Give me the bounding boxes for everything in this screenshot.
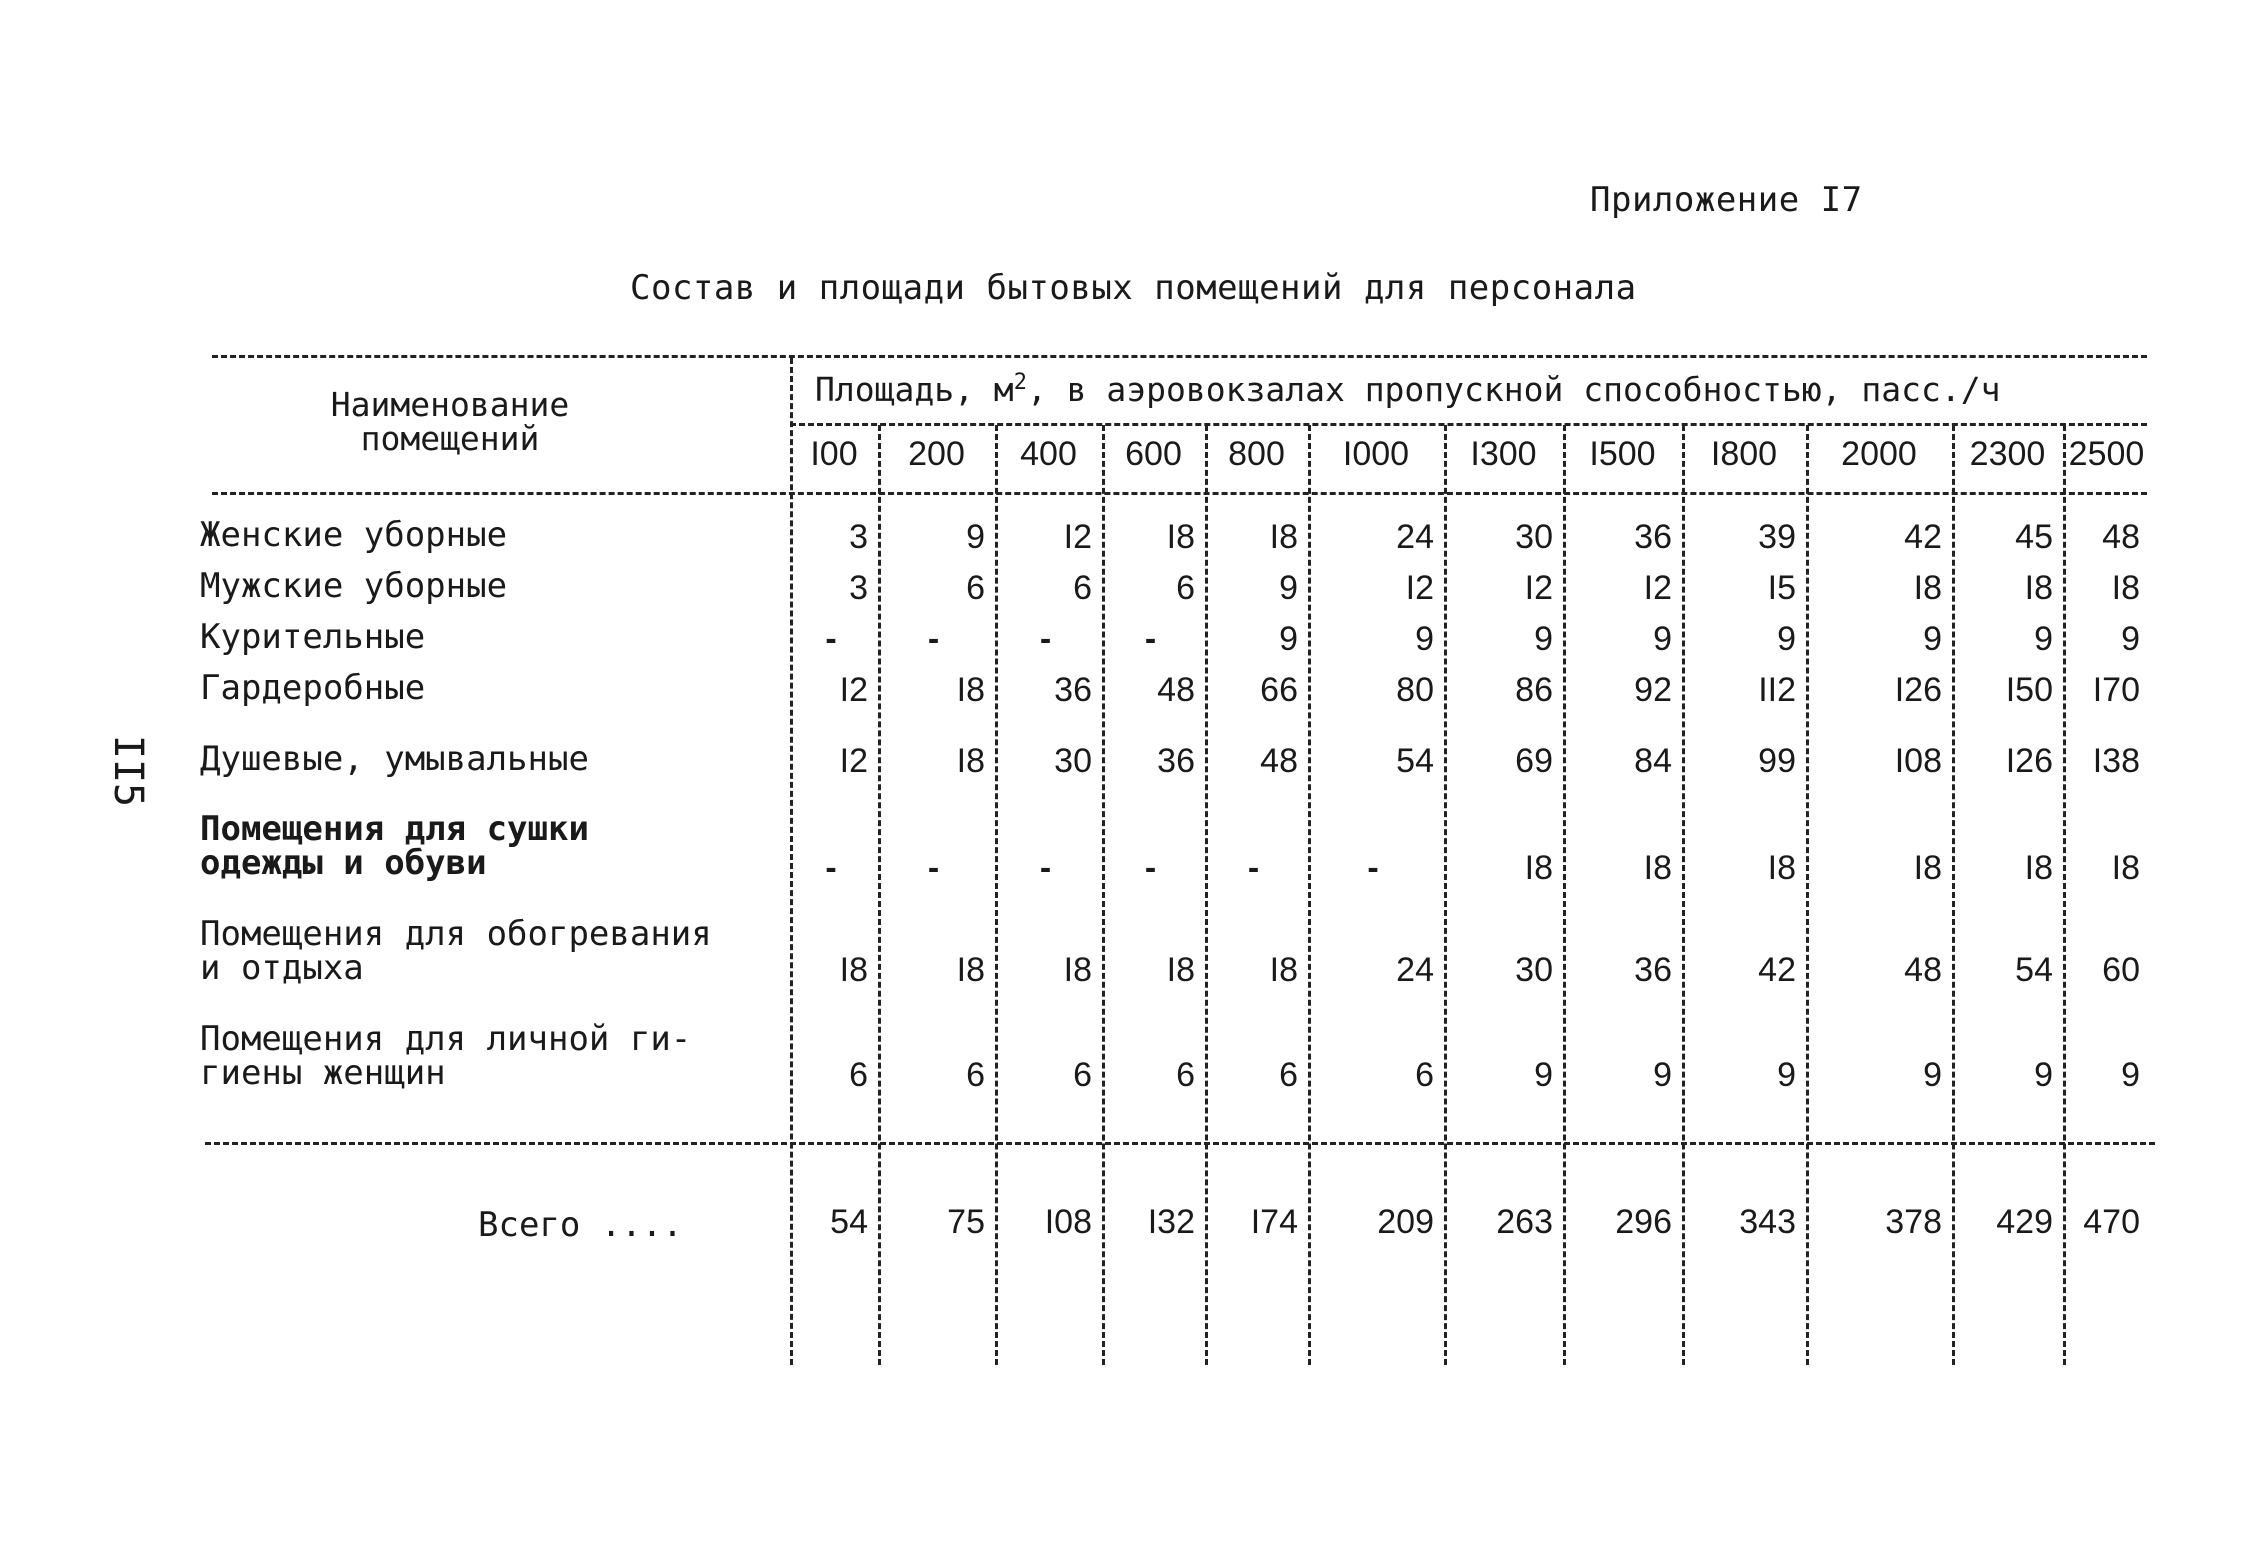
table-cell: I8 <box>1063 951 1092 989</box>
table-cell: 36 <box>1634 518 1672 556</box>
table-cell: 42 <box>1904 518 1942 556</box>
table-cell: I50 <box>2005 671 2053 709</box>
table-cell: I2 <box>1405 569 1434 607</box>
row-label-line: и отдыха <box>200 948 364 988</box>
rule-subheader <box>790 423 2147 426</box>
table-cell: 6 <box>849 1056 868 1094</box>
header-name-line1: Наименование <box>330 385 570 424</box>
table-cell: I2 <box>1063 518 1092 556</box>
total-cell: 343 <box>1739 1203 1796 1241</box>
table-cell: 6 <box>1176 569 1195 607</box>
total-cell: 263 <box>1496 1203 1553 1241</box>
table-cell: I8 <box>1913 849 1942 887</box>
column-header: I00 <box>810 435 858 473</box>
table-cell: 36 <box>1157 742 1195 780</box>
rule-top <box>212 355 2147 358</box>
table-cell: I8 <box>1913 569 1942 607</box>
table-cell: 92 <box>1634 671 1672 709</box>
row-label-line: гиены женщин <box>200 1053 446 1093</box>
table-cell: 42 <box>1758 951 1796 989</box>
column-header: 2500 <box>2068 435 2145 473</box>
table-cell: 9 <box>1534 620 1553 658</box>
table-cell: - <box>1144 849 1157 887</box>
table-cell: I26 <box>1894 671 1942 709</box>
row-label <box>200 668 426 708</box>
table-cell: 9 <box>1279 569 1298 607</box>
rule-body-bottom <box>205 1142 2155 1145</box>
table-cell: I2 <box>839 671 868 709</box>
row-label <box>200 914 712 988</box>
table-cell: 9 <box>1653 1056 1672 1094</box>
column-separator <box>1102 425 1105 1365</box>
table-cell: 9 <box>2034 1056 2053 1094</box>
table-cell: 6 <box>1073 1056 1092 1094</box>
row-label-line: Помещения для сушки <box>200 809 589 849</box>
column-separator <box>1563 425 1566 1365</box>
table-cell: 99 <box>1758 742 1796 780</box>
row-label-line: Мужские уборные <box>200 566 508 606</box>
table-cell: I8 <box>956 742 985 780</box>
table-cell: I8 <box>1643 849 1672 887</box>
page-number: II5 <box>105 734 151 808</box>
row-label <box>200 515 508 555</box>
table-cell: - <box>1039 620 1052 658</box>
column-header: 2300 <box>1969 435 2046 473</box>
table-cell: 86 <box>1515 671 1553 709</box>
row-label <box>200 809 589 883</box>
total-cell: 75 <box>947 1203 985 1241</box>
table-cell: 54 <box>1396 742 1434 780</box>
column-separator <box>1444 425 1447 1365</box>
row-label-line: Душевые, умывальные <box>200 739 589 779</box>
table-cell: I08 <box>1894 742 1942 780</box>
total-cell: 296 <box>1615 1203 1672 1241</box>
table-cell: - <box>1144 620 1157 658</box>
table-cell: 3 <box>849 518 868 556</box>
table-cell: - <box>927 849 940 887</box>
table-cell: I8 <box>1524 849 1553 887</box>
row-label <box>200 617 426 657</box>
row-label-line: одежды и обуви <box>200 843 487 883</box>
total-cell: I32 <box>1147 1203 1195 1241</box>
table-cell: I8 <box>1767 849 1796 887</box>
column-separator <box>2063 425 2066 1365</box>
table-cell: I2 <box>1643 569 1672 607</box>
table-title: Состав и площади бытовых помещений для персонала <box>630 268 1637 308</box>
total-cell: I08 <box>1044 1203 1092 1241</box>
table-cell: I26 <box>2005 742 2053 780</box>
table-cell: 6 <box>966 1056 985 1094</box>
table-cell: - <box>927 620 940 658</box>
header-main-prefix: Площадь, м <box>815 370 1014 409</box>
header-name-line2: помещений <box>360 419 540 458</box>
appendix-label: Приложение I7 <box>1590 180 1863 220</box>
column-separator <box>995 425 998 1365</box>
table-cell: 9 <box>1279 620 1298 658</box>
column-separator <box>878 425 881 1365</box>
table-cell: 54 <box>2015 951 2053 989</box>
column-header: 2000 <box>1841 435 1917 473</box>
table-cell: 9 <box>1415 620 1434 658</box>
table-cell: 80 <box>1396 671 1434 709</box>
total-cell: 429 <box>1996 1203 2053 1241</box>
table-cell: 24 <box>1396 518 1434 556</box>
table-cell: 36 <box>1054 671 1092 709</box>
table-cell: 48 <box>1904 951 1942 989</box>
table-cell: I5 <box>1767 569 1796 607</box>
row-label-line: Курительные <box>200 617 426 657</box>
table-cell: I8 <box>956 951 985 989</box>
table-cell: - <box>825 849 837 887</box>
column-separator <box>1806 425 1809 1365</box>
column-header: I800 <box>1710 435 1778 473</box>
total-cell: 378 <box>1885 1203 1942 1241</box>
table-cell: 9 <box>1777 1056 1796 1094</box>
table-cell: I8 <box>839 951 868 989</box>
table-cell: 6 <box>1415 1056 1434 1094</box>
total-cell: I74 <box>1250 1203 1298 1241</box>
table-cell: 30 <box>1054 742 1092 780</box>
table-cell: - <box>1039 849 1052 887</box>
column-separator <box>1952 425 1955 1365</box>
table-cell: I8 <box>2024 849 2053 887</box>
table-cell: I8 <box>2111 569 2140 607</box>
column-separator <box>1682 425 1685 1365</box>
table-cell: I2 <box>1524 569 1553 607</box>
row-label-line: Гардеробные <box>200 668 426 708</box>
table-cell: 48 <box>1157 671 1195 709</box>
table-cell: I8 <box>1166 951 1195 989</box>
table-cell: I8 <box>956 671 985 709</box>
table-cell: 3 <box>849 569 868 607</box>
table-cell: 30 <box>1515 951 1553 989</box>
table-cell: 24 <box>1396 951 1434 989</box>
column-separator <box>790 358 793 1365</box>
table-cell: - <box>1247 849 1260 887</box>
table-cell: 45 <box>2015 518 2053 556</box>
table-cell: 48 <box>1260 742 1298 780</box>
table-cell: 9 <box>1923 1056 1942 1094</box>
table-cell: I8 <box>2024 569 2053 607</box>
table-cell: - <box>1367 849 1379 887</box>
table-cell: - <box>825 620 837 658</box>
table-cell: 39 <box>1758 518 1796 556</box>
table-cell: 9 <box>2121 1056 2140 1094</box>
table-cell: 9 <box>1923 620 1942 658</box>
table-cell: 6 <box>1279 1056 1298 1094</box>
row-label <box>200 566 508 606</box>
rule-header-bottom <box>212 492 2147 495</box>
row-label-line: Помещения для обогревания <box>200 914 712 954</box>
table-cell: 9 <box>2121 620 2140 658</box>
table-cell: I8 <box>2111 849 2140 887</box>
table-cell: 9 <box>1534 1056 1553 1094</box>
table-cell: I8 <box>1166 518 1195 556</box>
column-header: 400 <box>1020 435 1077 473</box>
column-header: 600 <box>1125 435 1182 473</box>
table-cell: II2 <box>1758 671 1796 709</box>
table-cell: 6 <box>1176 1056 1195 1094</box>
table-cell: 30 <box>1515 518 1553 556</box>
row-label <box>200 1019 692 1093</box>
table-cell: 36 <box>1634 951 1672 989</box>
header-name <box>200 385 700 458</box>
table-cell: I8 <box>1269 518 1298 556</box>
total-cell: 470 <box>2083 1203 2140 1241</box>
column-header: I000 <box>1342 435 1410 473</box>
table-cell: 69 <box>1515 742 1553 780</box>
header-main <box>815 370 2000 409</box>
header-main-sup: 2 <box>1013 370 1027 395</box>
row-label-line: Женские уборные <box>200 515 508 555</box>
column-header: 200 <box>908 435 965 473</box>
table-cell: I38 <box>2092 742 2140 780</box>
table-cell: 9 <box>1777 620 1796 658</box>
column-header: 800 <box>1228 435 1285 473</box>
table-cell: 48 <box>2102 518 2140 556</box>
table-cell: 84 <box>1634 742 1672 780</box>
column-separator <box>1205 425 1208 1365</box>
table-cell: 6 <box>966 569 985 607</box>
column-header: I500 <box>1589 435 1656 473</box>
column-separator <box>1308 425 1311 1365</box>
table-cell: 60 <box>2102 951 2140 989</box>
table-cell: I2 <box>839 742 868 780</box>
table-cell: 9 <box>2034 620 2053 658</box>
table-cell: I8 <box>1269 951 1298 989</box>
table-cell: 66 <box>1260 671 1298 709</box>
table-cell: 9 <box>1653 620 1672 658</box>
table-cell: I70 <box>2092 671 2140 709</box>
total-cell: 54 <box>830 1203 868 1241</box>
row-label-line: Помещения для личной ги- <box>200 1019 692 1059</box>
column-header: I300 <box>1470 435 1537 473</box>
total-cell: 209 <box>1377 1203 1434 1241</box>
table-cell: 9 <box>966 518 985 556</box>
row-label <box>200 739 589 779</box>
table-cell: 6 <box>1073 569 1092 607</box>
total-label: Всего .... <box>478 1205 683 1245</box>
header-main-suffix: , в аэровокзалах пропускной способностью, пасс./ч <box>1026 370 2001 409</box>
